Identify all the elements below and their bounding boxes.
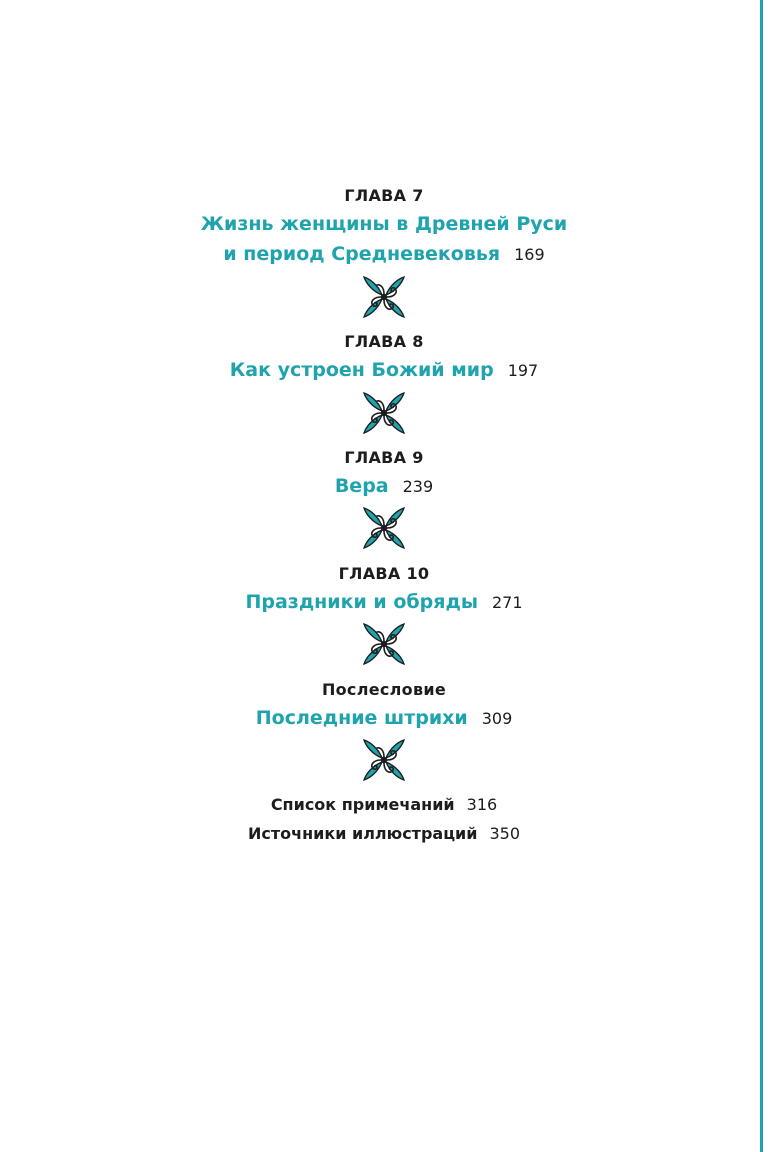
- illustration-sources-page-number: 350: [489, 824, 521, 843]
- notes-title: Список примечаний: [270, 795, 455, 814]
- illustration-sources-title: Источники иллюстраций: [247, 824, 478, 843]
- chapter-10-label: ГЛАВА 10: [338, 564, 430, 583]
- chapter-10-title-text: Праздники и обряды: [245, 591, 478, 613]
- chapter-9-page-number: 239: [402, 477, 434, 496]
- chapter-7-title-line1[interactable]: [0, 212, 768, 236]
- chapter-7-label: ГЛАВА 7: [344, 186, 424, 205]
- illustration-sources-entry[interactable]: [0, 824, 768, 843]
- afterword-title[interactable]: [0, 706, 768, 731]
- floral-ornament-icon: [361, 621, 407, 667]
- chapter-8-title[interactable]: [0, 358, 768, 383]
- chapter-7-title-text-2: и период Средневековья: [223, 243, 501, 265]
- chapter-9-title[interactable]: [0, 474, 768, 499]
- chapter-9-title-text: Вера: [334, 475, 389, 497]
- afterword-page-number: 309: [481, 709, 513, 728]
- chapter-8-label: ГЛАВА 8: [344, 332, 424, 351]
- afterword-label: Послесловие: [321, 680, 447, 699]
- notes-page-number: 316: [466, 795, 498, 814]
- chapter-7-title-text-1: Жизнь женщины в Древней Руси: [200, 213, 568, 235]
- chapter-8-page-number: 197: [507, 361, 539, 380]
- chapter-7-title-line2[interactable]: [0, 242, 768, 267]
- chapter-9-label: ГЛАВА 9: [344, 448, 424, 467]
- floral-ornament-icon: [361, 505, 407, 551]
- chapter-8-title-text: Как устроен Божий мир: [229, 359, 494, 381]
- floral-ornament-icon: [361, 737, 407, 783]
- afterword-title-text: Последние штрихи: [255, 707, 468, 729]
- floral-ornament-icon: [361, 390, 407, 436]
- chapter-10-title[interactable]: [0, 590, 768, 615]
- chapter-7-page-number: 169: [514, 245, 545, 264]
- chapter-10-page-number: 271: [492, 593, 523, 612]
- floral-ornament-icon: [361, 274, 407, 320]
- notes-entry[interactable]: [0, 795, 768, 814]
